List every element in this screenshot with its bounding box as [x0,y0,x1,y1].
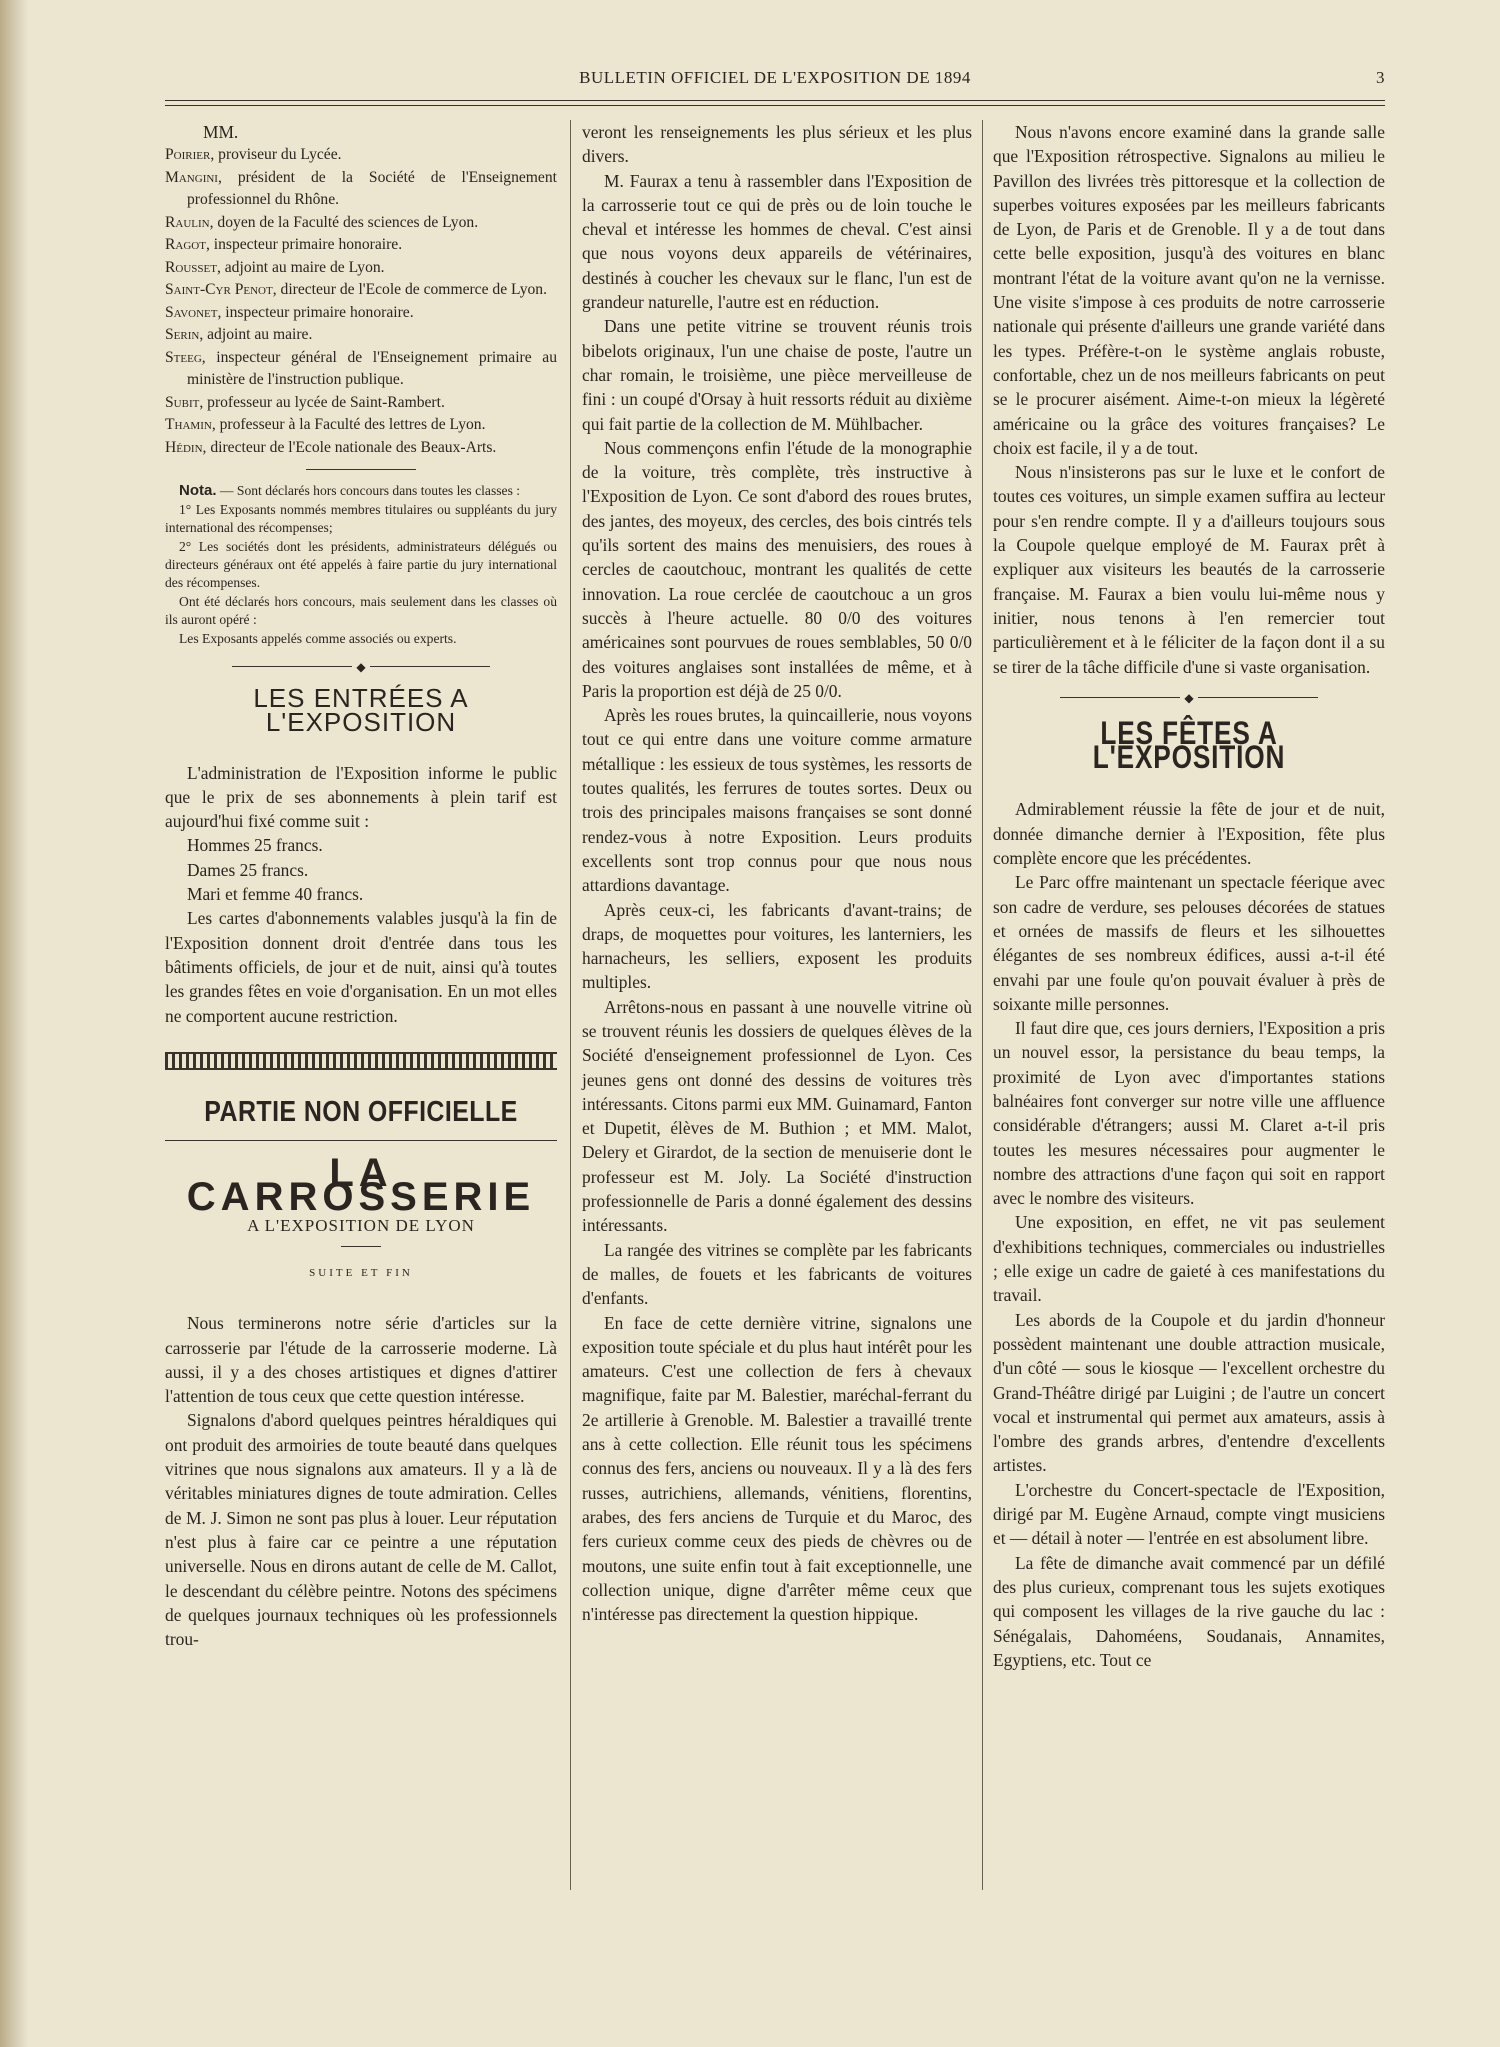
diamond-ornament: ◆ [993,693,1385,703]
jury-entry: Serin, adjoint au maire. [165,326,313,344]
jury-entry: Saint-Cyr Penot, directeur de l'Ecole de commerce de Lyon. [165,281,547,299]
header-rule-2 [165,105,1385,106]
jury-entry: Savonet, inspecteur primaire honoraire. [165,303,414,321]
separator [341,1246,381,1247]
jury-entry: Hédin, directeur de l'Ecole nationale des Beaux-Arts. [165,438,497,456]
paragraph: Nous n'insisterons pas sur le luxe et le confort de toutes ces voitures, un simple examen suffira au lecteur pour s'en rendre compte. Il y a d'ailleurs toujours sous la Coupole quelque employé de M. Faurax prêt à expliquer aux visiteurs les beautés de la carrosserie française. M. Faurax a bien voulu lui-même nous y initier, nous tenons à l'en remercier tout particulièrement et à le féliciter de la façon dont il a su se tirer de la tâche difficile d'une si vaste organisation. [993,462,1385,677]
paragraph: En face de cette dernière vitrine, signalons une exposition toute spéciale et du plus haut intérêt pour les amateurs. C'est une collection de fers à chevaux magnifique, faite par M. Balestier, maréchal-ferrant du 2e artillerie à Grenoble. M. Balestier a travaillé trente ans à cette collection. Elle réunit tous les spécimens connus des fers, anciens ou nouveaux. Il y a là des fers russes, autrichiens, allemands, vénitiens, florentins, arabes, des fers anciens de Turquie et du Maroc, des fers curieux comme ceux des pieds de chèvres ou de moutons, une suite enfin tout à fait exceptionnelle, une collection unique, digne d'arrêter même ceux que n'intéresse pas directement la question hippique. [582,1312,972,1625]
jury-entry: Mangini, président de la Société de l'Enseignement professionnel du Rhône. [165,168,557,209]
separator [165,1140,557,1141]
separator [306,469,416,470]
paragraph: Les cartes d'abonnements valables jusqu'à la fin de l'Exposition donnent droit d'entrée dans tous les bâtiments officiels, de jour et de nuit, ainsi qu'à toutes les grandes fêtes en voie d'organisation. En un mot elles ne comportent aucune restriction. [165,908,557,1026]
jury-entry: Thamin, professeur à la Faculté des lettres de Lyon. [165,416,486,434]
paragraph: Il faut dire que, ces jours derniers, l'Exposition a pris un nouvel essor, la persistance du beau temps, la proximité de Lyon avec d'importantes stations balnéaires font converger sur notre ville une affluence considérable d'étrangers; aussi M. Claret a-t-il pris toutes les mesures nécessaires pour augmenter le nombre des attractions d'une façon qui soit en rapport avec le nombre des visiteurs. [993,1018,1385,1209]
section-title-partie-non-officielle: PARTIE NON OFFICIELLE [204,1095,518,1128]
paragraph: Une exposition, en effet, ne vit pas seulement d'exhibitions techniques, commerciales ou industrielles ; elle exige un cadre de gaieté à ces manifestations du travail. [993,1212,1385,1306]
jury-entry: Ragot, inspecteur primaire honoraire. [165,236,403,254]
paragraph: Dans une petite vitrine se trouvent réunis trois bibelots originaux, l'un une chaise de poste, l'autre un char romain, le troisième, une pièce merveilleuse de fini : un coupé d'Orsay à huit ressorts réduit au dixième qui fait partie de la collection de M. Mühlbacher. [582,316,972,434]
paragraph: L'administration de l'Exposition informe le public que le prix de ses abonnements à plein tarif est aujourd'hui fixé comme suit : [165,762,557,832]
paragraph: La rangée des vitrines se complète par les fabricants de malles, de fouets et les fabricants de voitures d'enfants. [582,1239,972,1309]
jury-list [165,144,557,459]
header-rule [165,100,1385,101]
tarif-line: Mari et femme 40 francs. [187,884,364,905]
paragraph: Après ceux-ci, les fabricants d'avant-trains; de draps, de moquettes pour voitures, les lanterniers, les harnacheurs, les selliers, exposent les produits multiples. [582,899,972,993]
article-title-carrosserie: LA CARROSSERIE [186,1151,536,1220]
header-title: BULLETIN OFFICIEL DE L'EXPOSITION DE 1894 [579,68,971,87]
column-divider [982,120,983,1890]
tarif-line: Hommes 25 francs. [187,835,323,856]
nota-block: Nota. — Sont déclarés hors concours dans toutes les classes : 1° Les Exposants nommés membres titulaires ou suppléants du jury international des récompenses; 2° Les sociétés dont les présidents, administrateurs délégués ou directeurs généraux ont été appelés à faire partie du jury international des récompenses. Ont été déclarés hors concours, mais seulement dans les classes où ils auront opéré : Les Exposants appelés comme associés ou experts. [165,482,557,648]
nota-paragraph: Les Exposants appelés comme associés ou experts. [179,630,457,646]
jury-entry: Poirier, proviseur du Lycée. [165,146,342,164]
paragraph: Admirablement réussie la fête de jour et de nuit, donnée dimanche dernier à l'Exposition, fête plus complète encore que les précédentes. [993,799,1385,869]
article-continuation: SUITE ET FIN [309,1267,413,1279]
paragraph: Nous terminerons notre série d'articles sur la carrosserie par l'étude de la carrosserie moderne. Là aussi, il y a des choses artistiques et dignes d'attirer l'attention de tous ceux que cette question intéresse. [165,1313,557,1407]
jury-entry: Rousset, adjoint au maire de Lyon. [165,258,385,276]
nota-paragraph: 2° Les sociétés dont les présidents, administrateurs délégués ou directeurs généraux ont été appelés à faire partie du jury international des récompenses. [165,538,557,591]
column-divider [570,120,571,1890]
binding-edge [0,0,28,2047]
section-title-entrees: LES ENTRÉES A L'EXPOSITION [253,682,469,738]
tarif-line: Dames 25 francs. [187,859,309,880]
page-number: 3 [1376,68,1385,87]
paragraph: Signalons d'abord quelques peintres héraldiques qui ont produit des armoiries de toute beauté dans quelques vitrines que nous signalons aux amateurs. Il y a là de véritables miniatures dignes de toute admiration. Celles de M. J. Simon ne sont pas plus à louer. Leur réputation n'est plus à faire car ce peintre a une réputation universelle. Nous en dirons autant de celle de M. Callot, le descendant du célèbre peintre. Notons des spécimens de quelques journaux techniques où les professionnels trou- [165,1410,557,1650]
paragraph: Les abords de la Coupole et du jardin d'honneur possèdent maintenant une double attraction musicale, d'un côté — sous le kiosque — l'excellent orchestre du Grand-Théâtre dirigé par Luigini ; de l'autre un concert vocal et instrumental qui permet aux amateurs, assis à l'ombre des grands arbres, d'entendre d'excellents artistes. [993,1309,1385,1476]
paragraph: L'orchestre du Concert-spectacle de l'Exposition, dirigé par M. Eugène Arnaud, compte vingt musiciens et — détail à noter — l'entrée en est absolument libre. [993,1479,1385,1549]
running-header [165,68,1385,94]
article-subtitle: A L'EXPOSITION DE LYON [247,1215,475,1235]
paragraph: Nous n'avons encore examiné dans la grande salle que l'Exposition rétrospective. Signalons au milieu le Pavillon des livrées très pittoresque et la collection de superbes voitures exposées par les meilleurs fabricants de Lyon, de Paris et de Grenoble. Il y a de tout dans cette belle exposition, jusqu'à des voitures en blanc montrant l'état de la voiture avant qu'on ne la vernisse. Une visite s'impose à ces produits de notre carrosserie nationale qui présente d'ailleurs une grande variété dans les types. Préfère-t-on le système anglais robuste, confortable, chez un de nos meilleurs fabricants on peut se le procurer aisément. Aime-t-on mieux la légèreté américaine ou la grâce des voitures françaises? Le choix est facile, il y a de tout. [993,122,1385,458]
nota-label: Nota. [179,482,217,500]
paragraph: Le Parc offre maintenant un spectacle féerique avec son cadre de verdure, ses pelouses décorées de statues et ornées de massifs de fleurs et les silhouettes élégantes de ses nombreux édifices, aussi a-t-il été envahi par une foule qu'on pouvait évaluer à près de soixante mille personnes. [993,872,1385,1014]
paragraph: Nous commençons enfin l'étude de la monographie de la voiture, très complète, très instructive à l'Exposition de Lyon. Ce sont d'abord des roues brutes, des jantes, des moyeux, des cercles, des bois cintrés tels qu'ils sortent des mains des menuisiers, des roues à cercles de caoutchouc, montrant les qualités de cette innovation. La roue cerclée de caoutchouc a un gros succès à l'heure actuelle. 80 0/0 des voitures américaines sont pourvues de roues semblables, 50 0/0 des voitures anglaises sont installées de même, et à Paris la proportion est déjà de 25 0/0. [582,437,972,701]
column-3 [993,120,1385,1672]
column-2 [582,120,972,1626]
nota-paragraph: 1° Les Exposants nommés membres titulaires ou suppléants du jury international des récompenses; [165,501,557,536]
paragraph: M. Faurax a tenu à rassembler dans l'Exposition de la carrosserie tout ce qui de près ou de loin touche le cheval et intéresse les hommes de cheval. C'est ainsi que nous voyons deux appareils de vétérinaires, destinés à coucher les chevaux sur le flanc, l'un est de grandeur naturelle, l'autre est en réduction. [582,170,972,313]
paragraph: La fête de dimanche avait commencé par un défilé des plus curieux, comprenant tous les sujets exotiques qui composent les villages de la rive gauche du lac : Sénégalais, Dahoméens, Soudanais, Annamites, Egyptiens, etc. Tout ce [993,1552,1385,1670]
diamond-ornament: ◆ [165,662,557,672]
jury-entry: Raulin, doyen de la Faculté des sciences de Lyon. [165,213,479,231]
paragraph: Après les roues brutes, la quincaillerie, nous voyons tout ce qui entre dans une voiture comme armature métallique : les essieux de tous systèmes, les ressorts de toutes qualités, les ferrures de toutes sortes. Deux ou trois des principales maisons françaises se sont donné rendez-vous à notre Exposition. Leurs produits excellents sont trop connus pour que nous nous attardions davantage. [582,705,972,896]
section-title-fetes: LES FÊTES A L'EXPOSITION [1092,714,1286,776]
jury-entry: Subit, professeur au lycée de Saint-Rambert. [165,393,445,411]
paragraph: Arrêtons-nous en passant à une nouvelle vitrine où se trouvent réunis les dossiers de quelques élèves de la Société d'enseignement professionnel de Lyon. Ces jeunes gens ont donné des dessins de voitures très intéressants. Citons parmi eux MM. Guinamard, Fanton et Dupetit, élèves de M. Buthion ; et MM. Malot, Delery et Girardot, de la section de menuiserie dont le professeur est M. Joly. La Société d'instruction professionnelle de Paris a donné également des dessins intéressants. [582,996,972,1236]
paragraph: veront les renseignements les plus sérieux et les plus divers. [582,122,972,167]
jury-heading: MM. [203,122,239,142]
decorative-border [165,1052,557,1070]
nota-paragraph: Ont été déclarés hors concours, mais seulement dans les classes où ils auront opéré : [165,593,557,628]
jury-entry: Steeg, inspecteur général de l'Enseignement primaire au ministère de l'instruction publique. [165,348,557,389]
column-1 [165,120,557,1651]
